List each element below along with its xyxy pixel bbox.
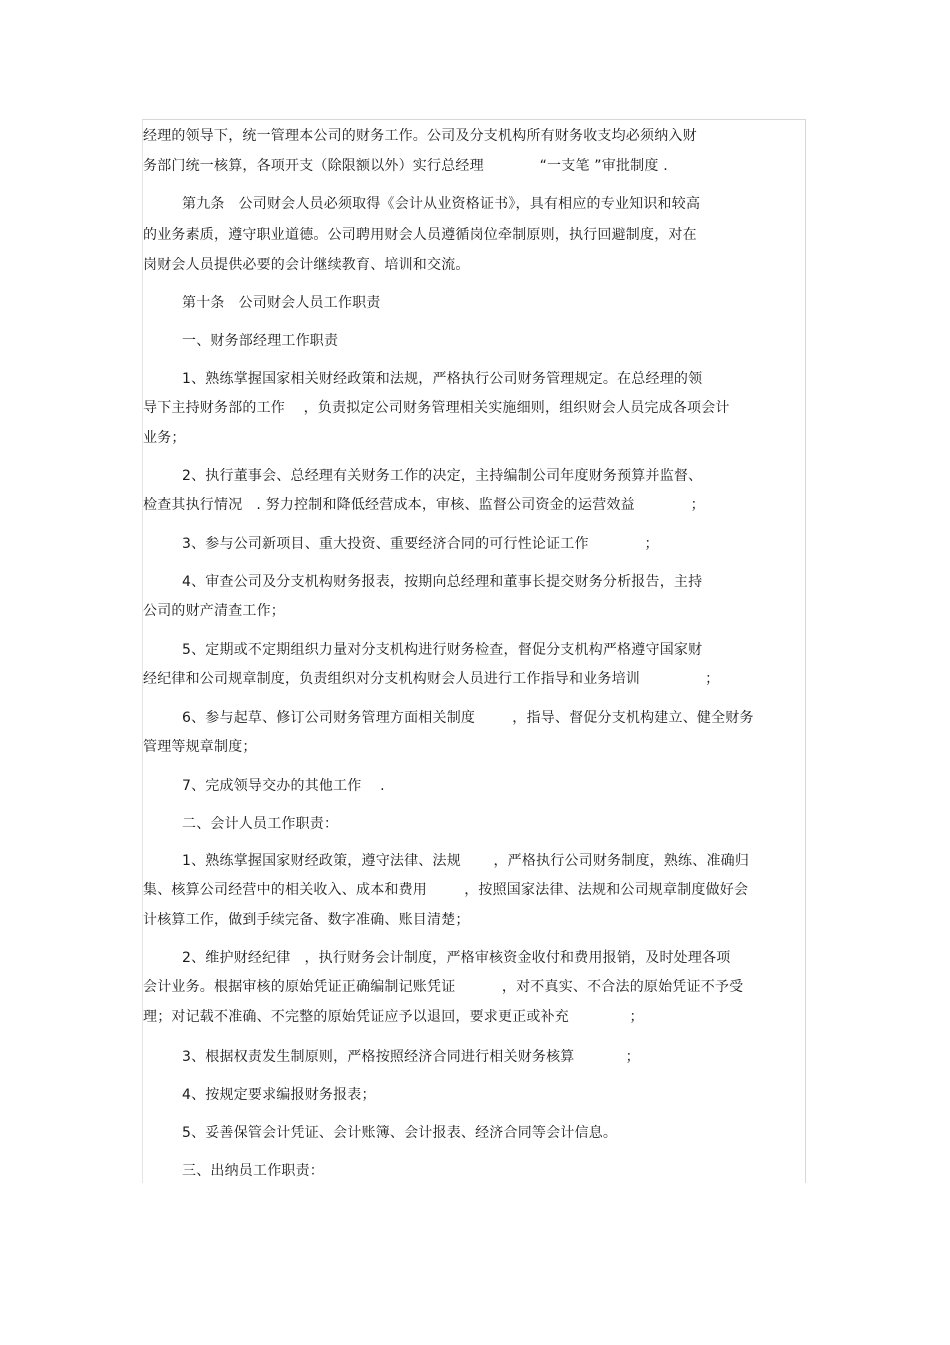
list-item-line: 1、熟练掌握国家相关财经政策和法规，严格执行公司财务管理规定。在总经理的领 — [182, 371, 703, 387]
paragraph-line: 计核算工作，做到手续完备、数字准确、账目清楚； — [143, 912, 470, 928]
paragraph-line: 管理等规章制度； — [143, 739, 257, 755]
list-item-line: 3、根据权责发生制原则，严格按照经济合同进行相关财务核算 ； — [182, 1049, 640, 1065]
list-item-line: 1、熟练掌握国家财经政策，遵守法律、法规 ，严格执行公司财务制度，熟练、准确归 — [182, 853, 750, 869]
paragraph-line: 会计业务。根据审核的原始凭证正确编制记账凭证 ，对不真实、不合法的原始凭证不予受 — [143, 979, 744, 995]
paragraph-line: 经理的领导下，统一管理本公司的财务工作。公司及分支机构所有财务收支均必须纳入财 — [143, 128, 697, 144]
article-9-heading-line: 第九条 公司财会人员必须取得《会计从业资格证书》，具有相应的专业知识和较高 — [182, 196, 701, 212]
section-heading-finance-manager: 一、财务部经理工作职责 — [182, 333, 339, 349]
section-heading-cashier: 三、出纳员工作职责： — [182, 1163, 324, 1179]
article-10-heading: 第十条 公司财会人员工作职责 — [182, 295, 381, 311]
paragraph-line: 岗财会人员提供必要的会计继续教育、培训和交流。 — [143, 257, 470, 273]
paragraph-line: 理；对记载不准确、不完整的原始凭证应予以退回，要求更正或补充 ； — [143, 1009, 644, 1025]
list-item-line: 7、完成领导交办的其他工作 . — [182, 778, 385, 794]
list-item-line: 4、按规定要求编报财务报表； — [182, 1087, 376, 1103]
paragraph-line: 公司的财产清查工作； — [143, 603, 285, 619]
list-item-line: 2、维护财经纪律 ，执行财务会计制度，严格审核资金收付和费用报销，及时处理各项 — [182, 950, 731, 966]
list-item-line: 5、定期或不定期组织力量对分支机构进行财务检查，督促分支机构严格遵守国家财 — [182, 642, 703, 658]
paragraph-line: 业务； — [143, 430, 186, 446]
list-item-line: 3、参与公司新项目、重大投资、重要经济合同的可行性论证工作 ； — [182, 536, 659, 552]
paragraph-line: 集、核算公司经营中的相关收入、成本和费用 ，按照国家法律、法规和公司规章制度做好会 — [143, 882, 749, 898]
list-item-line: 4、审查公司及分支机构财务报表，按期向总经理和董事长提交财务分析报告，主持 — [182, 574, 703, 590]
list-item-line: 6、参与起草、修订公司财务管理方面相关制度 ，指导、督促分支机构建立、健全财务 — [182, 710, 754, 726]
paragraph-line: 务部门统一核算，各项开支（除限额以外）实行总经理 “一支笔 ”审批制度 . — [143, 158, 668, 174]
list-item-line: 5、妥善保管会计凭证、会计账簿、会计报表、经济合同等会计信息。 — [182, 1125, 618, 1141]
paragraph-line: 检查其执行情况 . 努力控制和降低经营成本，审核、监督公司资金的运营效益 ； — [143, 497, 705, 513]
list-item-line: 2、执行董事会、总经理有关财务工作的决定，主持编制公司年度财务预算并监督、 — [182, 468, 703, 484]
section-heading-accountant: 二、会计人员工作职责： — [182, 816, 339, 832]
paragraph-line: 的业务素质，遵守职业道德。公司聘用财会人员遵循岗位牵制原则，执行回避制度，对在 — [143, 227, 697, 243]
paragraph-line: 经纪律和公司规章制度，负责组织对分支机构财会人员进行工作指导和业务培训 ； — [143, 671, 720, 687]
paragraph-line: 导下主持财务部的工作 ，负责拟定公司财务管理相关实施细则，组织财会人员完成各项会计 — [143, 400, 730, 416]
